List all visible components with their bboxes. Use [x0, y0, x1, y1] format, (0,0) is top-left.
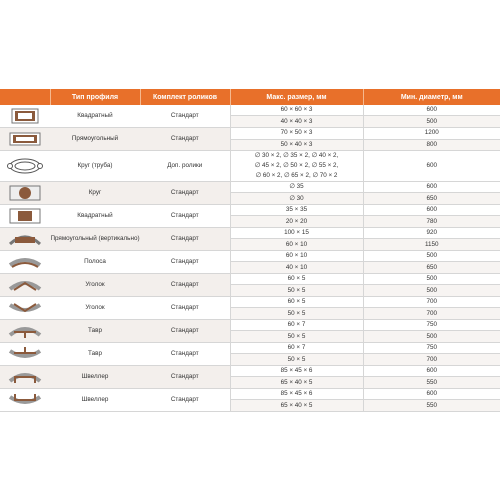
roller-set-cell: Стандарт — [140, 319, 230, 342]
header-roller-set: Комплект роликов — [140, 89, 230, 105]
max-size-cell: 65 × 40 × 5 — [230, 377, 363, 389]
min-diameter-cell: 1150 — [363, 239, 500, 251]
max-size-cell: 60 × 60 × 3 — [230, 105, 363, 116]
table-row — [0, 388, 500, 400]
min-diameter-cell: 700 — [363, 308, 500, 320]
profile-type-cell: Тавр — [50, 342, 140, 365]
channel-out-icon — [0, 365, 50, 388]
roller-set-cell: Стандарт — [140, 227, 230, 250]
max-size-line: ∅ 45 × 2, ∅ 50 × 2, ∅ 55 × 2, — [254, 161, 339, 169]
min-diameter-cell: 750 — [363, 342, 500, 354]
min-diameter-cell: 750 — [363, 319, 500, 331]
min-diameter-cell: 550 — [363, 377, 500, 389]
min-diameter-cell: 600 — [363, 105, 500, 116]
max-size-line: ∅ 60 × 2, ∅ 65 × 2, ∅ 70 × 2 — [255, 171, 338, 179]
table-row — [0, 227, 500, 239]
min-diameter-cell: 500 — [363, 285, 500, 297]
profile-type-cell: Круг — [50, 181, 140, 204]
square-profile-icon — [0, 105, 50, 128]
max-size-cell: 85 × 45 × 6 — [230, 365, 363, 377]
table-row — [0, 296, 500, 308]
max-size-cell: 50 × 5 — [230, 331, 363, 343]
square-bar-icon — [0, 204, 50, 227]
roller-set-cell: Доп. ролики — [140, 151, 230, 182]
min-diameter-cell: 780 — [363, 216, 500, 228]
max-size-cell — [230, 151, 363, 182]
min-diameter-cell: 920 — [363, 227, 500, 239]
min-diameter-cell: 600 — [363, 365, 500, 377]
header-profile-type: Тип профиля — [50, 89, 140, 105]
min-diameter-cell: 650 — [363, 262, 500, 274]
pipe-rollers-icon — [0, 151, 50, 182]
profile-type-cell: Прямоугольный — [50, 128, 140, 151]
profile-type-cell: Уголок — [50, 296, 140, 319]
min-diameter-cell: 500 — [363, 331, 500, 343]
angle-out-icon — [0, 273, 50, 296]
bending-spec-table — [0, 89, 500, 412]
max-size-cell: 50 × 5 — [230, 354, 363, 366]
channel-in-icon — [0, 388, 50, 411]
min-diameter-cell: 550 — [363, 400, 500, 412]
profile-type-cell: Тавр — [50, 319, 140, 342]
min-diameter-cell: 800 — [363, 139, 500, 151]
flat-strip-icon — [0, 250, 50, 273]
max-size-cell: 60 × 10 — [230, 239, 363, 251]
max-size-cell: 85 × 45 × 6 — [230, 388, 363, 400]
header-icon-cell — [0, 89, 50, 105]
max-size-cell: 50 × 40 × 3 — [230, 139, 363, 151]
max-size-cell: 60 × 7 — [230, 342, 363, 354]
min-diameter-cell: 600 — [363, 151, 500, 182]
max-size-cell: 60 × 7 — [230, 319, 363, 331]
table-row — [0, 319, 500, 331]
table-header-row — [0, 89, 500, 105]
angle-in-icon — [0, 296, 50, 319]
max-size-cell: 20 × 20 — [230, 216, 363, 228]
table-body — [0, 105, 500, 411]
table-row — [0, 151, 500, 182]
roller-set-cell: Стандарт — [140, 105, 230, 128]
profile-type-cell: Швеллер — [50, 365, 140, 388]
max-size-cell: 100 × 15 — [230, 227, 363, 239]
profile-type-cell: Швеллер — [50, 388, 140, 411]
max-size-cell: 50 × 5 — [230, 285, 363, 297]
min-diameter-cell: 500 — [363, 116, 500, 128]
round-bar-icon — [0, 181, 50, 204]
roller-set-cell: Стандарт — [140, 342, 230, 365]
min-diameter-cell: 600 — [363, 204, 500, 216]
max-size-cell: 65 × 40 × 5 — [230, 400, 363, 412]
table-row — [0, 250, 500, 262]
profile-type-cell: Круг (труба) — [50, 151, 140, 182]
max-size-line: ∅ 30 × 2, ∅ 35 × 2, ∅ 40 × 2, — [254, 152, 339, 159]
roller-set-cell: Стандарт — [140, 388, 230, 411]
roller-set-cell: Стандарт — [140, 128, 230, 151]
profile-type-cell: Квадратный — [50, 204, 140, 227]
min-diameter-cell: 700 — [363, 354, 500, 366]
min-diameter-cell: 600 — [363, 388, 500, 400]
roller-set-cell: Стандарт — [140, 181, 230, 204]
min-diameter-cell: 500 — [363, 250, 500, 262]
min-diameter-cell: 1200 — [363, 128, 500, 140]
table-row — [0, 365, 500, 377]
profile-type-cell: Прямоугольный (вертикально) — [50, 227, 140, 250]
roller-set-cell: Стандарт — [140, 296, 230, 319]
header-min-diameter: Мин. диаметр, мм — [363, 89, 500, 105]
table-row — [0, 105, 500, 116]
min-diameter-cell: 650 — [363, 193, 500, 205]
max-size-cell: 40 × 10 — [230, 262, 363, 274]
table-row — [0, 128, 500, 140]
max-size-cell: ∅ 35 — [230, 181, 363, 193]
tee-in-icon — [0, 342, 50, 365]
max-size-cell: 60 × 5 — [230, 273, 363, 285]
table-row — [0, 342, 500, 354]
max-size-cell: ∅ 30 — [230, 193, 363, 205]
table-row — [0, 273, 500, 285]
profile-type-cell: Уголок — [50, 273, 140, 296]
tee-out-icon — [0, 319, 50, 342]
table-row — [0, 181, 500, 193]
max-size-cell: 35 × 35 — [230, 204, 363, 216]
min-diameter-cell: 600 — [363, 181, 500, 193]
max-size-cell: 70 × 50 × 3 — [230, 128, 363, 140]
min-diameter-cell: 700 — [363, 296, 500, 308]
table-row — [0, 204, 500, 216]
max-size-cell: 60 × 5 — [230, 296, 363, 308]
roller-set-cell: Стандарт — [140, 250, 230, 273]
rect-profile-icon — [0, 128, 50, 151]
max-size-cell: 60 × 10 — [230, 250, 363, 262]
header-max-size: Макс. размер, мм — [230, 89, 363, 105]
rect-vertical-icon — [0, 227, 50, 250]
max-size-cell: 50 × 5 — [230, 308, 363, 320]
roller-set-cell: Стандарт — [140, 365, 230, 388]
profile-type-cell: Квадратный — [50, 105, 140, 128]
profile-type-cell: Полоса — [50, 250, 140, 273]
roller-set-cell: Стандарт — [140, 204, 230, 227]
min-diameter-cell: 500 — [363, 273, 500, 285]
max-size-cell: 40 × 40 × 3 — [230, 116, 363, 128]
roller-set-cell: Стандарт — [140, 273, 230, 296]
